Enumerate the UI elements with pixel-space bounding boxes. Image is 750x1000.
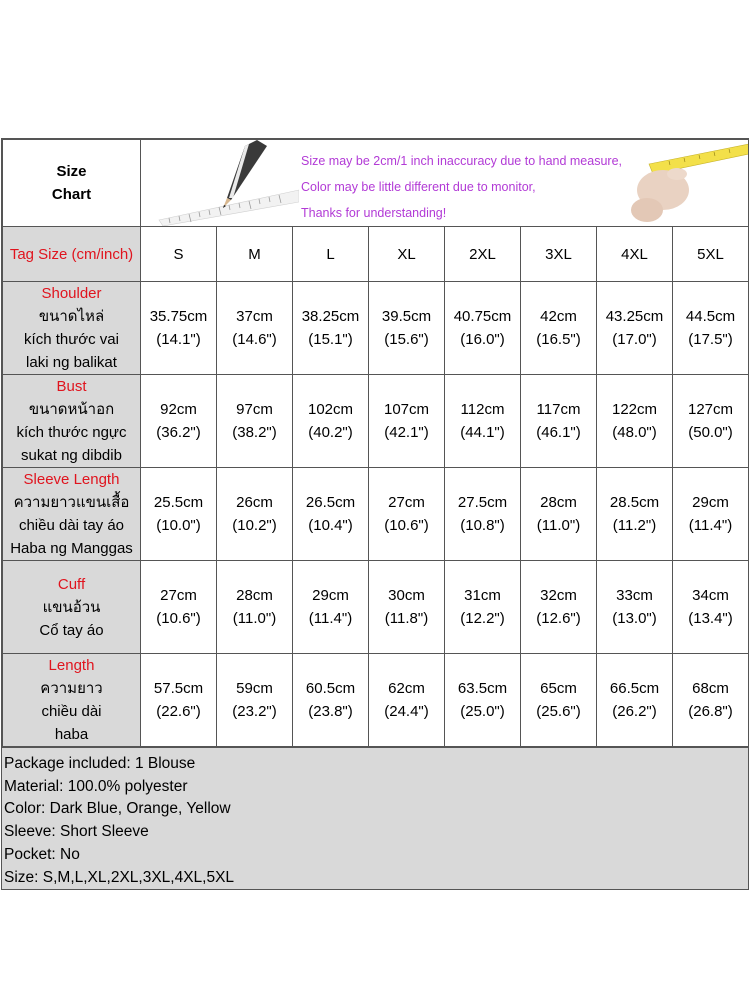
size-header-3xl: 3XL xyxy=(521,227,597,282)
table-row xyxy=(3,654,749,747)
table-cell: 34cm (13.4") xyxy=(673,561,749,654)
table-cell: 30cm (11.8") xyxy=(369,561,445,654)
note-line: Size may be 2cm/1 inch inaccuracy due to hand measure, xyxy=(301,154,623,168)
table-cell: 27cm (10.6") xyxy=(369,468,445,561)
table-cell: 29cm (11.4") xyxy=(293,561,369,654)
table-cell: 122cm (48.0") xyxy=(597,375,673,468)
info-material: Material: 100.0% polyester xyxy=(4,777,188,795)
table-cell: 25.5cm (10.0") xyxy=(141,468,217,561)
info-sleeve: Sleeve: Short Sleeve xyxy=(4,823,149,841)
table-cell: 60.5cm (23.8") xyxy=(293,654,369,747)
table-cell: 66.5cm (26.2") xyxy=(597,654,673,747)
size-header-s: S xyxy=(141,227,217,282)
size-header-xl: XL xyxy=(369,227,445,282)
table-row xyxy=(3,561,749,654)
table-cell: 26.5cm (10.4") xyxy=(293,468,369,561)
table-cell: 68cm (26.8") xyxy=(673,654,749,747)
table-cell: 27cm (10.6") xyxy=(141,561,217,654)
chart-title xyxy=(3,140,141,227)
row-label-sleeve-length: Sleeve Length ความยาวแขนเสื้อ chiều dài tay áo Haba ng Manggas xyxy=(3,468,141,561)
row-label-bust: Bust ขนาดหน้าอก kích thước ngực sukat ng dibdib xyxy=(3,375,141,468)
tag-size-label: Tag Size (cm/inch) xyxy=(3,227,141,282)
table-cell: 33cm (13.0") xyxy=(597,561,673,654)
table-cell: 102cm (40.2") xyxy=(293,375,369,468)
table-row xyxy=(3,282,749,375)
size-header-m: M xyxy=(217,227,293,282)
table-cell: 26cm (10.2") xyxy=(217,468,293,561)
table-cell: 37cm (14.6") xyxy=(217,282,293,375)
info-size: Size: S,M,L,XL,2XL,3XL,4XL,5XL xyxy=(4,868,235,886)
table-cell: 62cm (24.4") xyxy=(369,654,445,747)
product-info xyxy=(2,747,748,889)
title-line-2: Chart xyxy=(51,186,92,203)
disclaimer-banner xyxy=(141,140,749,227)
table-row xyxy=(3,468,749,561)
table-cell: 39.5cm (15.6") xyxy=(369,282,445,375)
info-package: Package included: 1 Blouse xyxy=(4,755,196,772)
table-cell: 38.25cm (15.1") xyxy=(293,282,369,375)
table-cell: 44.5cm (17.5") xyxy=(673,282,749,375)
size-header-l: L xyxy=(293,227,369,282)
table-cell: 112cm (44.1") xyxy=(445,375,521,468)
table-cell: 92cm (36.2") xyxy=(141,375,217,468)
pencil-ruler-icon xyxy=(149,140,299,226)
disclaimer-notes xyxy=(301,148,622,226)
table-cell: 32cm (12.6") xyxy=(521,561,597,654)
note-line: Color may be little different due to monitor, xyxy=(301,180,536,194)
table-cell: 117cm (46.1") xyxy=(521,375,597,468)
title-line-1: Size xyxy=(56,163,87,180)
row-label-length: Length ความยาว chiều dài haba xyxy=(3,654,141,747)
table-cell: 27.5cm (10.8") xyxy=(445,468,521,561)
table-cell: 57.5cm (22.6") xyxy=(141,654,217,747)
table-cell: 28.5cm (11.2") xyxy=(597,468,673,561)
table-cell: 127cm (50.0") xyxy=(673,375,749,468)
table-cell: 29cm (11.4") xyxy=(673,468,749,561)
table-cell: 65cm (25.6") xyxy=(521,654,597,747)
size-chart xyxy=(1,138,749,890)
note-line: Thanks for understanding! xyxy=(301,206,447,220)
row-label-shoulder: Shoulder ขนาดไหล่ kích thước vai laki ng balikat xyxy=(3,282,141,375)
size-table xyxy=(2,139,749,747)
table-cell: 42cm (16.5") xyxy=(521,282,597,375)
table-cell: 31cm (12.2") xyxy=(445,561,521,654)
table-cell: 35.75cm (14.1") xyxy=(141,282,217,375)
table-cell: 28cm (11.0") xyxy=(217,561,293,654)
hand-tape-measure-icon xyxy=(619,140,749,226)
table-cell: 43.25cm (17.0") xyxy=(597,282,673,375)
table-cell: 40.75cm (16.0") xyxy=(445,282,521,375)
table-cell: 107cm (42.1") xyxy=(369,375,445,468)
info-color: Color: Dark Blue, Orange, Yellow xyxy=(4,800,231,818)
info-pocket: Pocket: No xyxy=(4,845,80,863)
size-header-2xl: 2XL xyxy=(445,227,521,282)
table-row xyxy=(3,375,749,468)
table-cell: 59cm (23.2") xyxy=(217,654,293,747)
row-label-cuff: Cuff แขนอ้วน Cổ tay áo xyxy=(3,561,141,654)
table-cell: 28cm (11.0") xyxy=(521,468,597,561)
table-cell: 63.5cm (25.0") xyxy=(445,654,521,747)
size-header-4xl: 4XL xyxy=(597,227,673,282)
size-header-5xl: 5XL xyxy=(673,227,749,282)
table-cell: 97cm (38.2") xyxy=(217,375,293,468)
